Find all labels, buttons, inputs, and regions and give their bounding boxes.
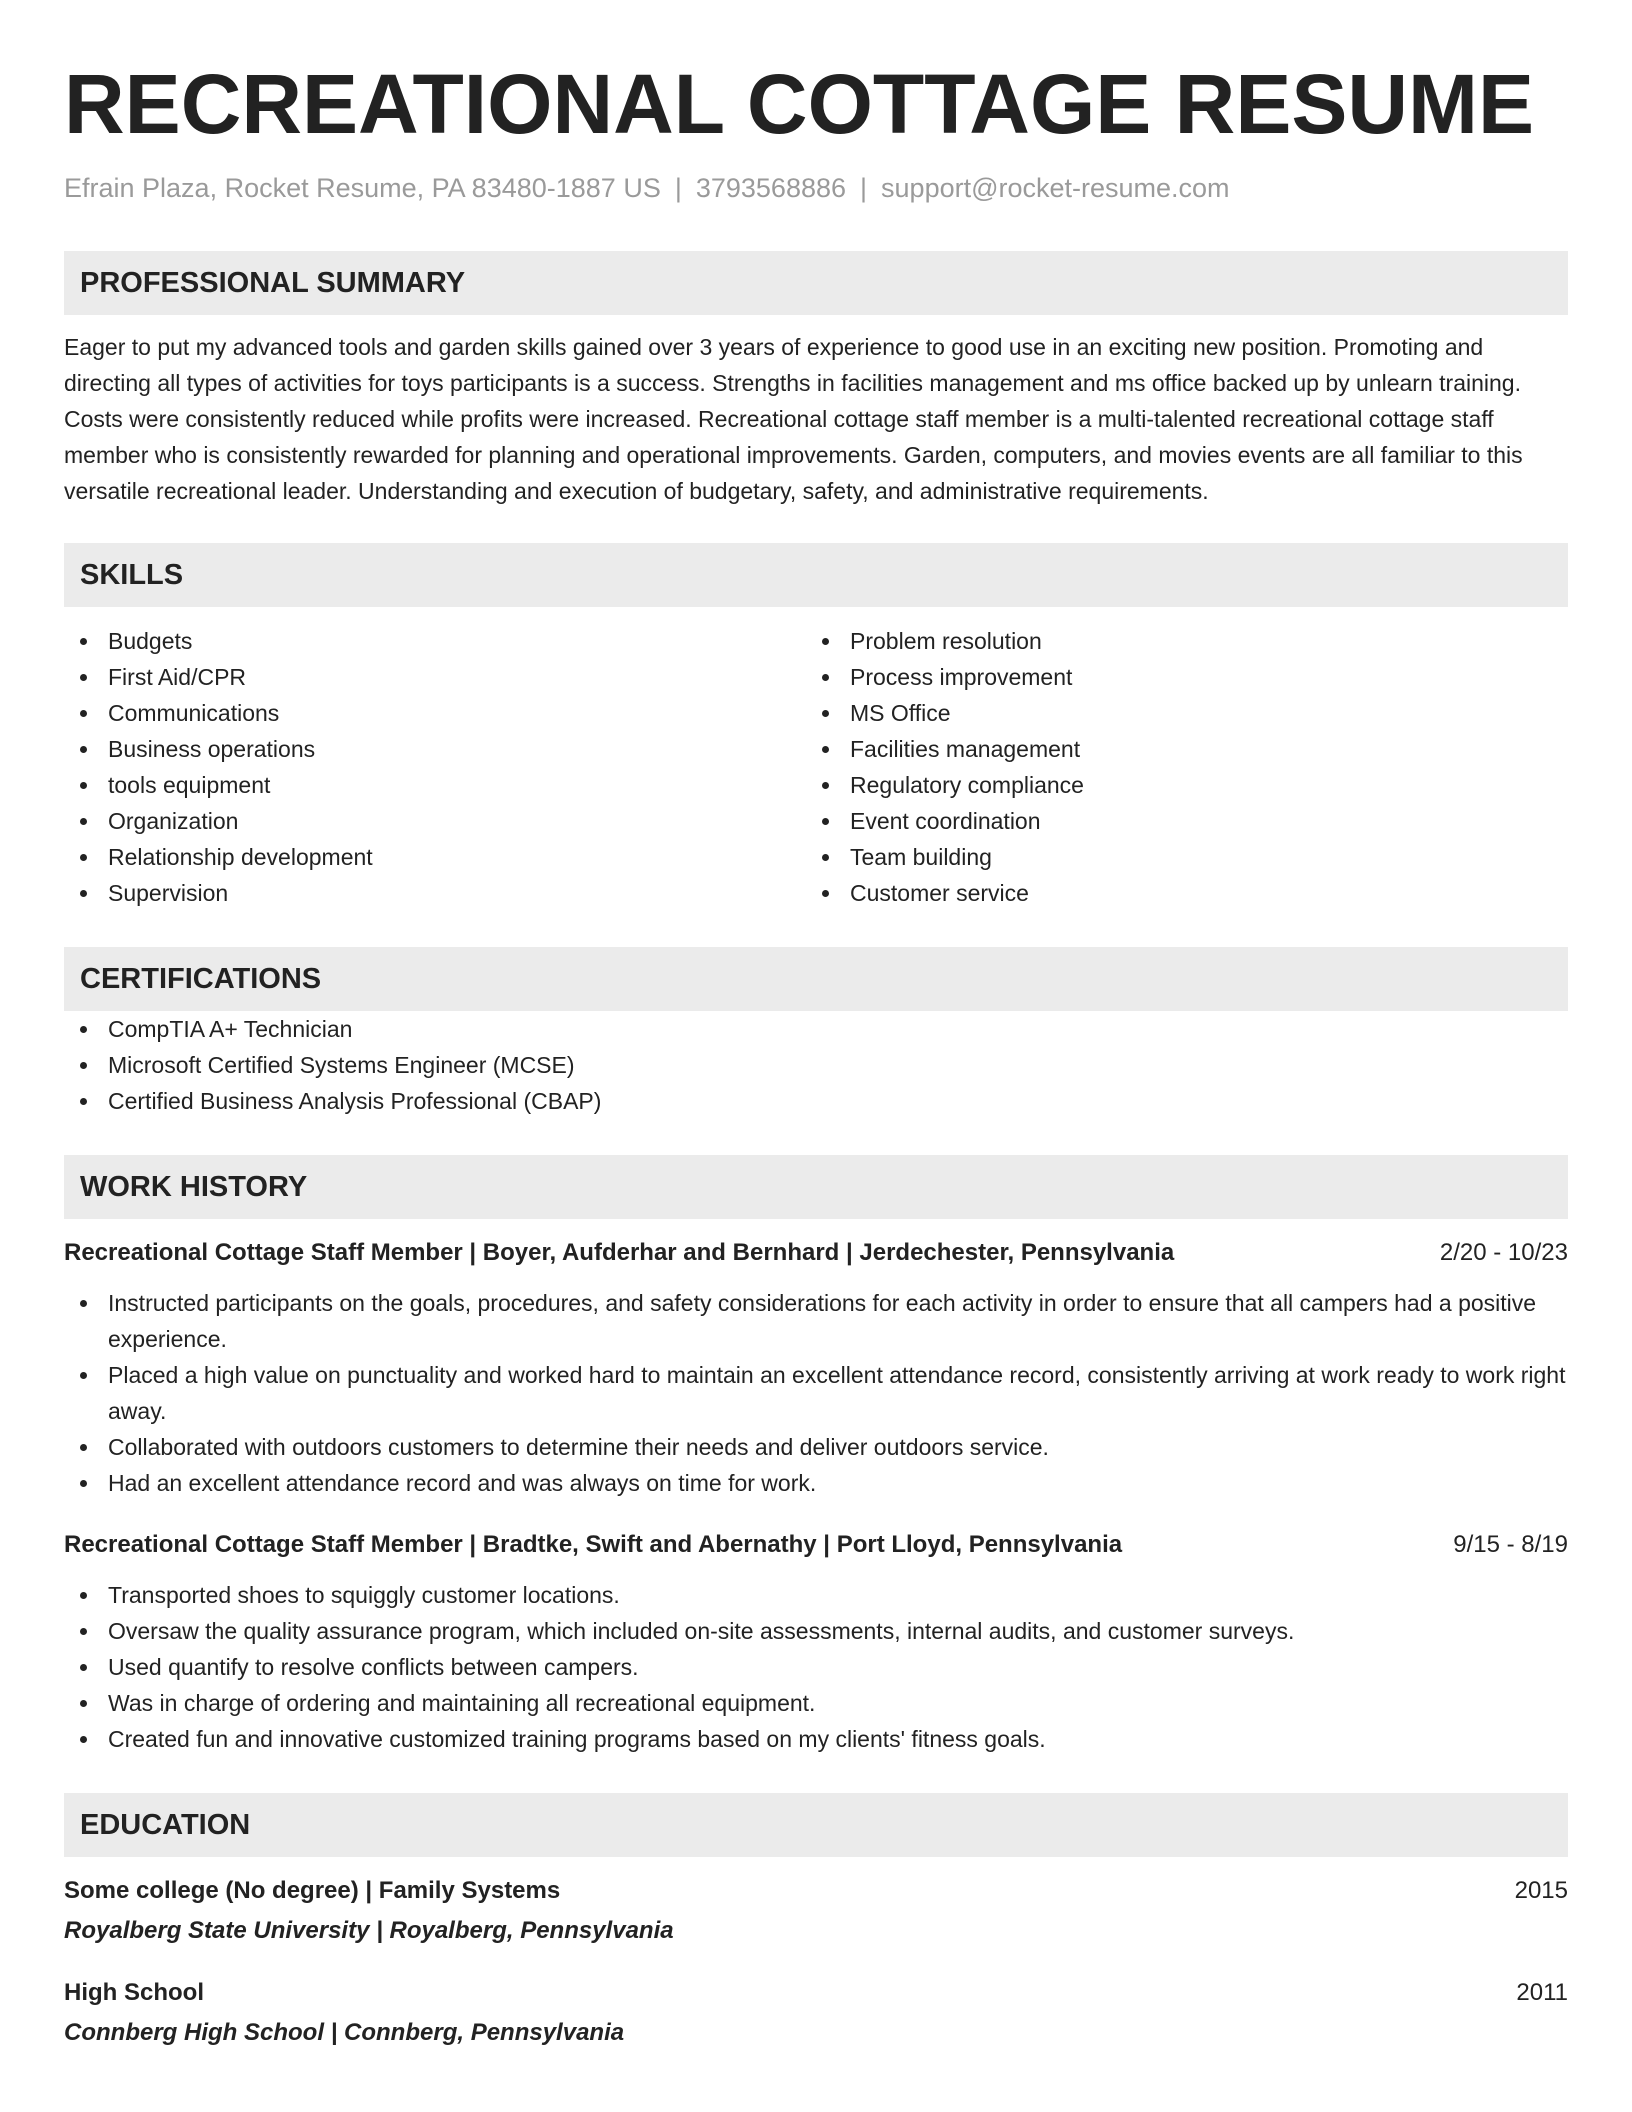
education-school: Connberg High School | Connberg, Pennsylvania bbox=[64, 2019, 625, 2046]
contact-phone: 3793568886 bbox=[695, 173, 847, 203]
resume-title: RECREATIONAL COTTAGE RESUME bbox=[64, 57, 1535, 151]
job-heading: Recreational Cottage Staff Member | Boyer, Aufderhar and Bernhard | Jerdechester, Pennsylvania bbox=[64, 1239, 1175, 1266]
skill-item: Budgets bbox=[64, 623, 806, 659]
job-bullet: Placed a high value on punctuality and worked hard to maintain an excellent attendance record, consistently arriving at work ready to work right away. bbox=[64, 1357, 1568, 1429]
education-heading-row bbox=[64, 1975, 1568, 2011]
job-heading: Recreational Cottage Staff Member | Bradtke, Swift and Abernathy | Port Lloyd, Pennsylvania bbox=[64, 1531, 1123, 1558]
job-heading-row bbox=[64, 1235, 1568, 1271]
job-bullets bbox=[64, 1285, 1568, 1501]
job-entry bbox=[64, 1527, 1568, 1757]
job-bullet: Instructed participants on the goals, procedures, and safety considerations for each activity in order to ensure that all campers had a positive experience. bbox=[64, 1285, 1568, 1357]
section-header-work-history: WORK HISTORY bbox=[64, 1155, 1568, 1219]
skill-item: First Aid/CPR bbox=[64, 659, 806, 695]
education-entry bbox=[64, 1873, 1568, 1949]
education-year: 2011 bbox=[1516, 1979, 1568, 2006]
section-header-summary: PROFESSIONAL SUMMARY bbox=[64, 251, 1568, 315]
skill-item: Communications bbox=[64, 695, 806, 731]
job-dates: 9/15 - 8/19 bbox=[1453, 1531, 1568, 1558]
certification-item: Microsoft Certified Systems Engineer (MCSE) bbox=[64, 1047, 1568, 1083]
education-school: Royalberg State University | Royalberg, Pennsylvania bbox=[64, 1917, 674, 1944]
job-bullet: Had an excellent attendance record and was always on time for work. bbox=[64, 1465, 1568, 1501]
skill-item: tools equipment bbox=[64, 767, 806, 803]
skills-column-right bbox=[806, 623, 1548, 911]
education-degree: High School bbox=[64, 1979, 204, 2006]
skill-item: MS Office bbox=[806, 695, 1548, 731]
job-bullets bbox=[64, 1577, 1568, 1757]
skill-item: Facilities management bbox=[806, 731, 1548, 767]
skill-item: Business operations bbox=[64, 731, 806, 767]
certification-item: Certified Business Analysis Professional (CBAP) bbox=[64, 1083, 1568, 1119]
certification-item: CompTIA A+ Technician bbox=[64, 1011, 1568, 1047]
job-bullet: Was in charge of ordering and maintaining all recreational equipment. bbox=[64, 1685, 1568, 1721]
section-header-education: EDUCATION bbox=[64, 1793, 1568, 1857]
skill-item: Regulatory compliance bbox=[806, 767, 1548, 803]
skill-item: Customer service bbox=[806, 875, 1548, 911]
section-header-certifications: CERTIFICATIONS bbox=[64, 947, 1568, 1011]
job-bullet: Used quantify to resolve conflicts between campers. bbox=[64, 1649, 1568, 1685]
skill-item: Organization bbox=[64, 803, 806, 839]
contact-separator: | bbox=[674, 173, 682, 203]
contact-email[interactable]: support@rocket-resume.com bbox=[881, 173, 1230, 203]
skills-column-left bbox=[64, 623, 806, 911]
resume-page bbox=[64, 0, 1568, 2051]
skill-item: Problem resolution bbox=[806, 623, 1548, 659]
job-entry bbox=[64, 1235, 1568, 1501]
education-year: 2015 bbox=[1514, 1877, 1568, 1904]
skill-item: Relationship development bbox=[64, 839, 806, 875]
skill-item: Team building bbox=[806, 839, 1548, 875]
contact-line bbox=[64, 170, 1568, 206]
job-bullet: Transported shoes to squiggly customer locations. bbox=[64, 1577, 1568, 1613]
education-heading-row bbox=[64, 1873, 1568, 1909]
skills-list bbox=[64, 623, 1568, 911]
section-header-skills: SKILLS bbox=[64, 543, 1568, 607]
skill-item: Supervision bbox=[64, 875, 806, 911]
job-dates: 2/20 - 10/23 bbox=[1439, 1239, 1568, 1266]
certifications-list bbox=[64, 1011, 1568, 1119]
job-bullet: Collaborated with outdoors customers to determine their needs and deliver outdoors service. bbox=[64, 1429, 1568, 1465]
job-bullet: Created fun and innovative customized training programs based on my clients' fitness goals. bbox=[64, 1721, 1568, 1757]
education-entry bbox=[64, 1975, 1568, 2051]
contact-address: Efrain Plaza, Rocket Resume, PA 83480-1887 US bbox=[64, 173, 661, 203]
summary-text: Eager to put my advanced tools and garden skills gained over 3 years of experience to good use in an exciting new position. Promoting and directing all types of activities for toys participants is a success. Strengths in facilities management and ms office backed up by unlearn training. Costs were consistently reduced while profits were increased. Recreational cottage staff member is a multi-talented recreational cottage staff member who is consistently rewarded for planning and operational improvements. Garden, computers, and movies events are all familiar to this versatile recreational leader. Understanding and execution of budgetary, safety, and administrative requirements. bbox=[64, 334, 1523, 504]
skill-item: Process improvement bbox=[806, 659, 1548, 695]
job-bullet: Oversaw the quality assurance program, which included on-site assessments, internal audits, and customer surveys. bbox=[64, 1613, 1568, 1649]
contact-separator: | bbox=[860, 173, 868, 203]
skill-item: Event coordination bbox=[806, 803, 1548, 839]
job-heading-row bbox=[64, 1527, 1568, 1563]
education-degree: Some college (No degree) | Family Systems bbox=[64, 1877, 561, 1904]
